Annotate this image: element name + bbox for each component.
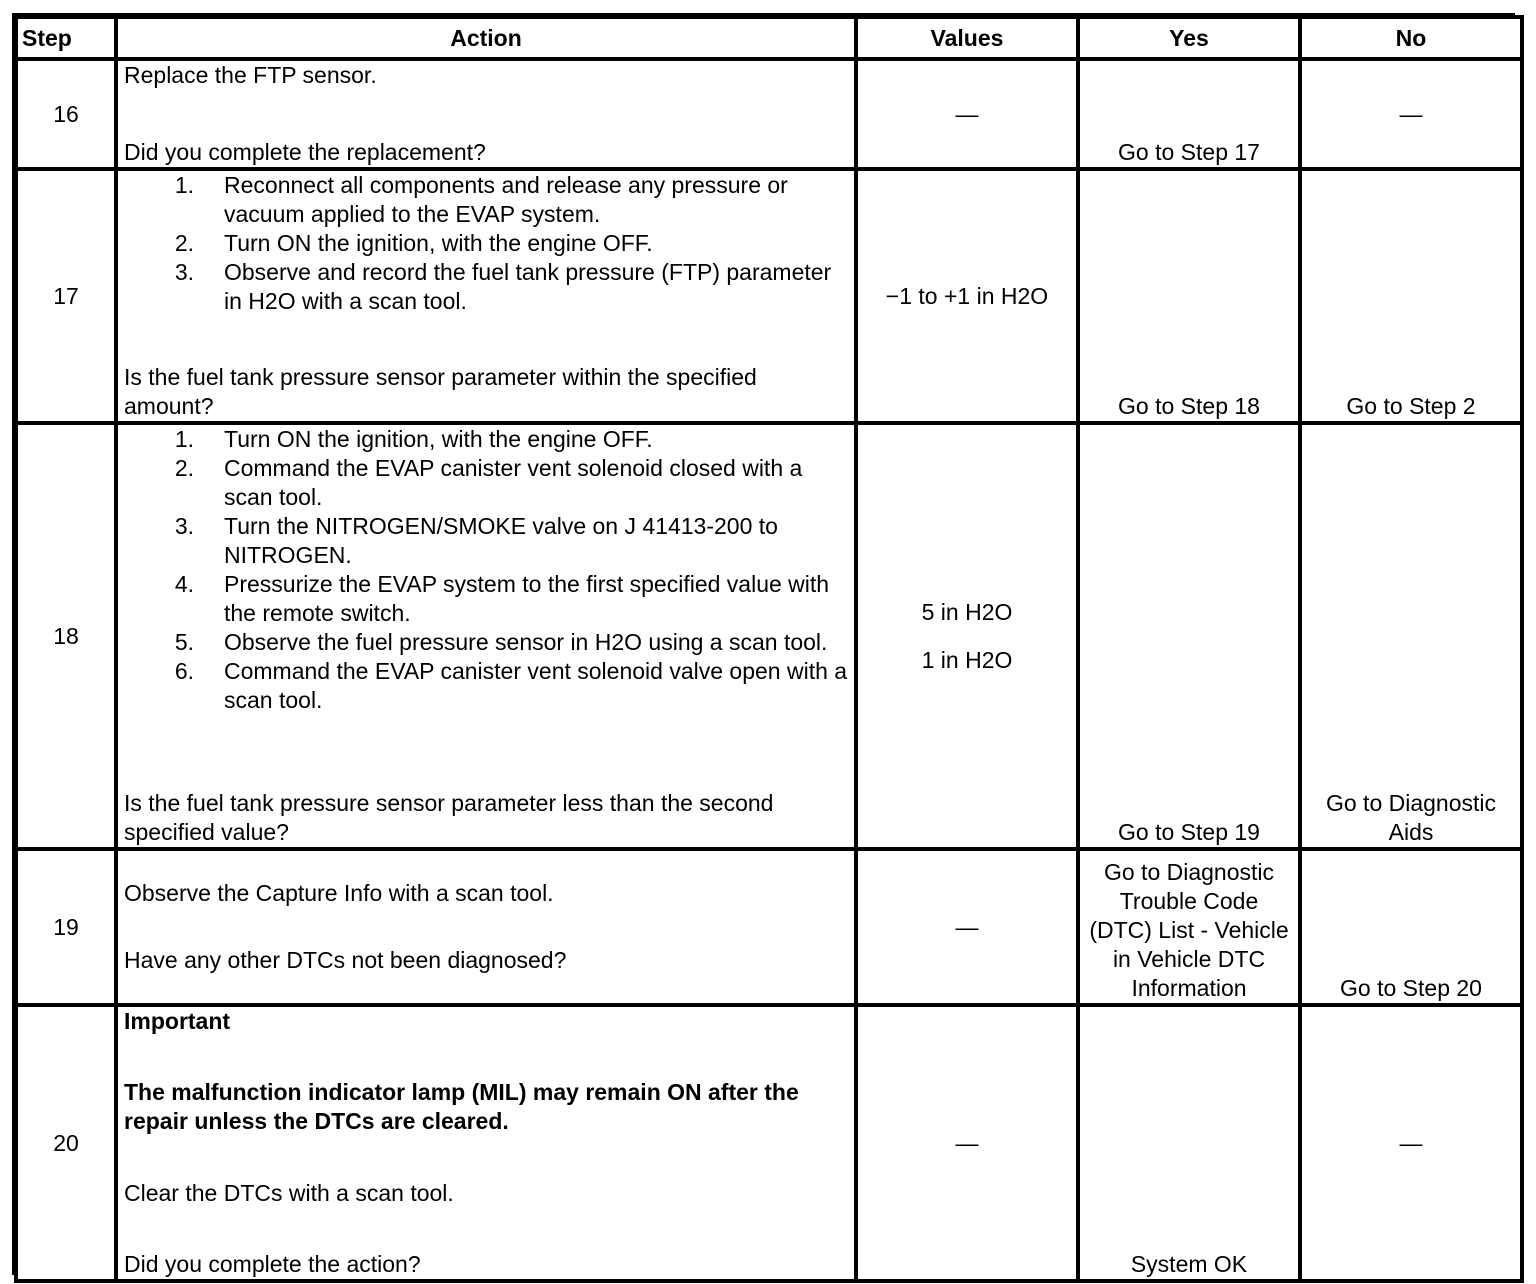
list-item: 1. Reconnect all components and release any pressure or vacuum applied to the EVAP system. [174,172,788,227]
action-cell [118,171,854,421]
table-row-step-19 [18,851,1520,1003]
diagnostic-table-frame [12,13,1515,1275]
action-steps-list [124,171,848,316]
list-item: 3. Observe and record the fuel tank pressure (FTP) parameter in H2O with a scan tool. [174,259,832,314]
no-cell: — [1302,61,1520,167]
step-number: 16 [18,61,114,167]
table-row-step-20 [18,1007,1520,1279]
value-cell: — [858,61,1076,167]
diagnostic-table [14,15,1524,1283]
header-action: Action [118,19,854,57]
no-cell: — [1302,1007,1520,1279]
action-question: Have any other DTCs not been diagnosed? [124,947,567,973]
action-steps-list [124,425,848,715]
table-row-step-16 [18,61,1520,167]
yes-cell: Go to Step 19 [1080,425,1298,847]
important-label: Important [124,1008,231,1034]
step-number: 19 [18,851,114,1003]
action-intro: Observe the Capture Info with a scan tool. [124,880,554,906]
header-values: Values [858,19,1076,57]
action-intro: Replace the FTP sensor. [124,62,377,88]
value-cell: — [858,851,1076,1003]
action-cell [118,425,854,847]
value-cell: −1 to +1 in H2O [858,171,1076,421]
action-intro: Clear the DTCs with a scan tool. [124,1179,454,1206]
header-yes: Yes [1080,19,1298,57]
list-item: 1. Turn ON the ignition, with the engine OFF. [174,426,653,452]
value-second: 1 in H2O [921,646,1013,673]
header-row [18,19,1520,57]
step-number: 18 [18,425,114,847]
action-question: Did you complete the replacement? [124,139,486,165]
no-cell: Go to Step 20 [1302,851,1520,1003]
action-cell [118,1007,854,1279]
action-cell [118,61,854,167]
list-item: 5. Observe the fuel pressure sensor in H2O using a scan tool. [174,629,828,655]
yes-cell: System OK [1080,1007,1298,1279]
value-cell [858,425,1076,847]
yes-cell: Go to Diagnostic Trouble Code (DTC) List - Vehicle in Vehicle DTC Information [1080,851,1298,1003]
step-number: 17 [18,171,114,421]
table-row-step-17 [18,171,1520,421]
action-question: Is the fuel tank pressure sensor parameter within the specified amount? [124,364,757,419]
header-step: Step [18,19,114,57]
yes-cell: Go to Step 18 [1080,171,1298,421]
no-cell: Go to Diagnostic Aids [1302,425,1520,847]
list-item: 2. Command the EVAP canister vent solenoid closed with a scan tool. [174,455,803,510]
header-no: No [1302,19,1520,57]
list-item: 2. Turn ON the ignition, with the engine OFF. [174,230,653,256]
action-cell [118,851,854,1003]
table-row-step-18 [18,425,1520,847]
value-first: 5 in H2O [921,598,1013,625]
list-item: 4. Pressurize the EVAP system to the first specified value with the remote switch. [174,571,830,626]
value-cell: — [858,1007,1076,1279]
no-cell: Go to Step 2 [1302,171,1520,421]
important-text: The malfunction indicator lamp (MIL) may remain ON after the repair unless the DTCs are cleared. [124,1079,799,1135]
list-item: 6. Command the EVAP canister vent solenoid valve open with a scan tool. [174,658,848,713]
yes-cell: Go to Step 17 [1080,61,1298,167]
list-item: 3. Turn the NITROGEN/SMOKE valve on J 41413-200 to NITROGEN. [174,513,778,568]
action-question: Is the fuel tank pressure sensor parameter less than the second specified value? [124,790,774,845]
action-question: Did you complete the action? [124,1250,421,1277]
step-number: 20 [18,1007,114,1279]
